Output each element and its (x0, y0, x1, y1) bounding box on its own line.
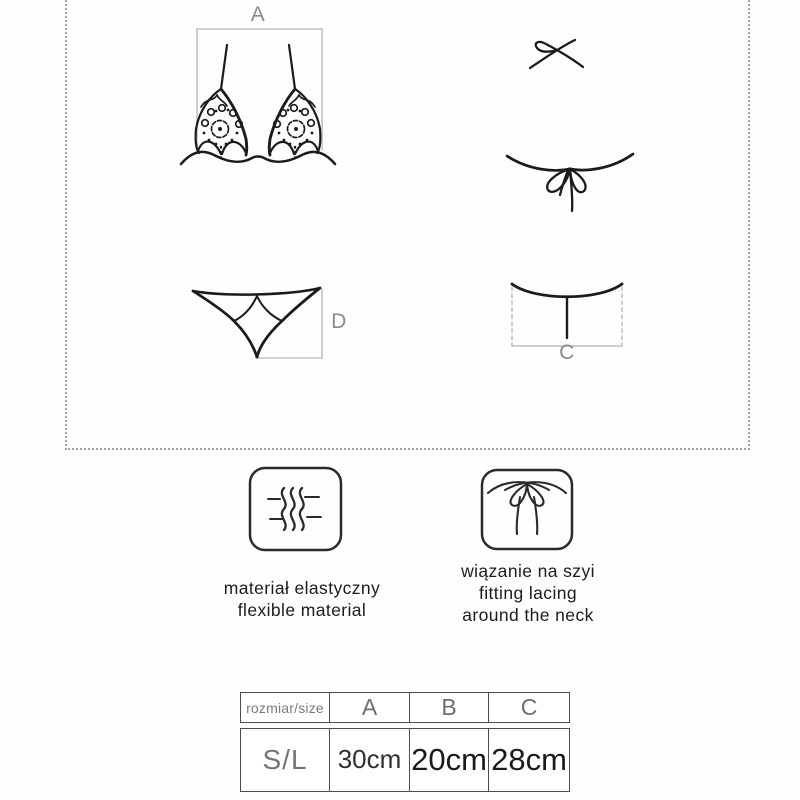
size-table-header-C: C (488, 693, 569, 722)
size-cell-A: 30cm (329, 729, 409, 791)
feature-caption-line: wiązanie na szyi (461, 561, 595, 581)
elastic-waves-icon (250, 468, 341, 550)
feature-caption-lacing (398, 560, 658, 626)
feature-caption-elastic (172, 577, 432, 621)
feature-caption-line: flexible material (237, 600, 367, 620)
bottom-height-measure-lines (259, 289, 322, 358)
size-table-header-size: rozmiar/size (246, 699, 324, 716)
size-cell-label: S/L (262, 743, 308, 775)
size-table-header-B: B (409, 693, 488, 722)
bottom-front-illustration (193, 288, 322, 358)
feature-caption-line: fitting lacing (478, 583, 577, 603)
size-table-data-row (240, 728, 570, 792)
neck-bow-illustration (530, 40, 583, 68)
bra-front-illustration (181, 29, 335, 164)
back-tie-illustration (507, 154, 633, 211)
size-table (240, 692, 570, 792)
measure-label-C: C (559, 341, 575, 364)
neck-lacing-bow-icon (482, 470, 572, 549)
measure-label-A: A (250, 3, 266, 26)
size-cell-B: 20cm (409, 729, 488, 791)
feature-caption-line: materiał elastyczny (223, 578, 381, 598)
bottom-back-illustration (512, 284, 622, 346)
feature-caption-line: around the neck (462, 605, 594, 625)
size-table-header-A: A (329, 693, 409, 722)
measure-label-D: D (331, 310, 347, 333)
size-cell-C: 28cm (488, 729, 569, 791)
size-table-header-row (240, 692, 570, 723)
